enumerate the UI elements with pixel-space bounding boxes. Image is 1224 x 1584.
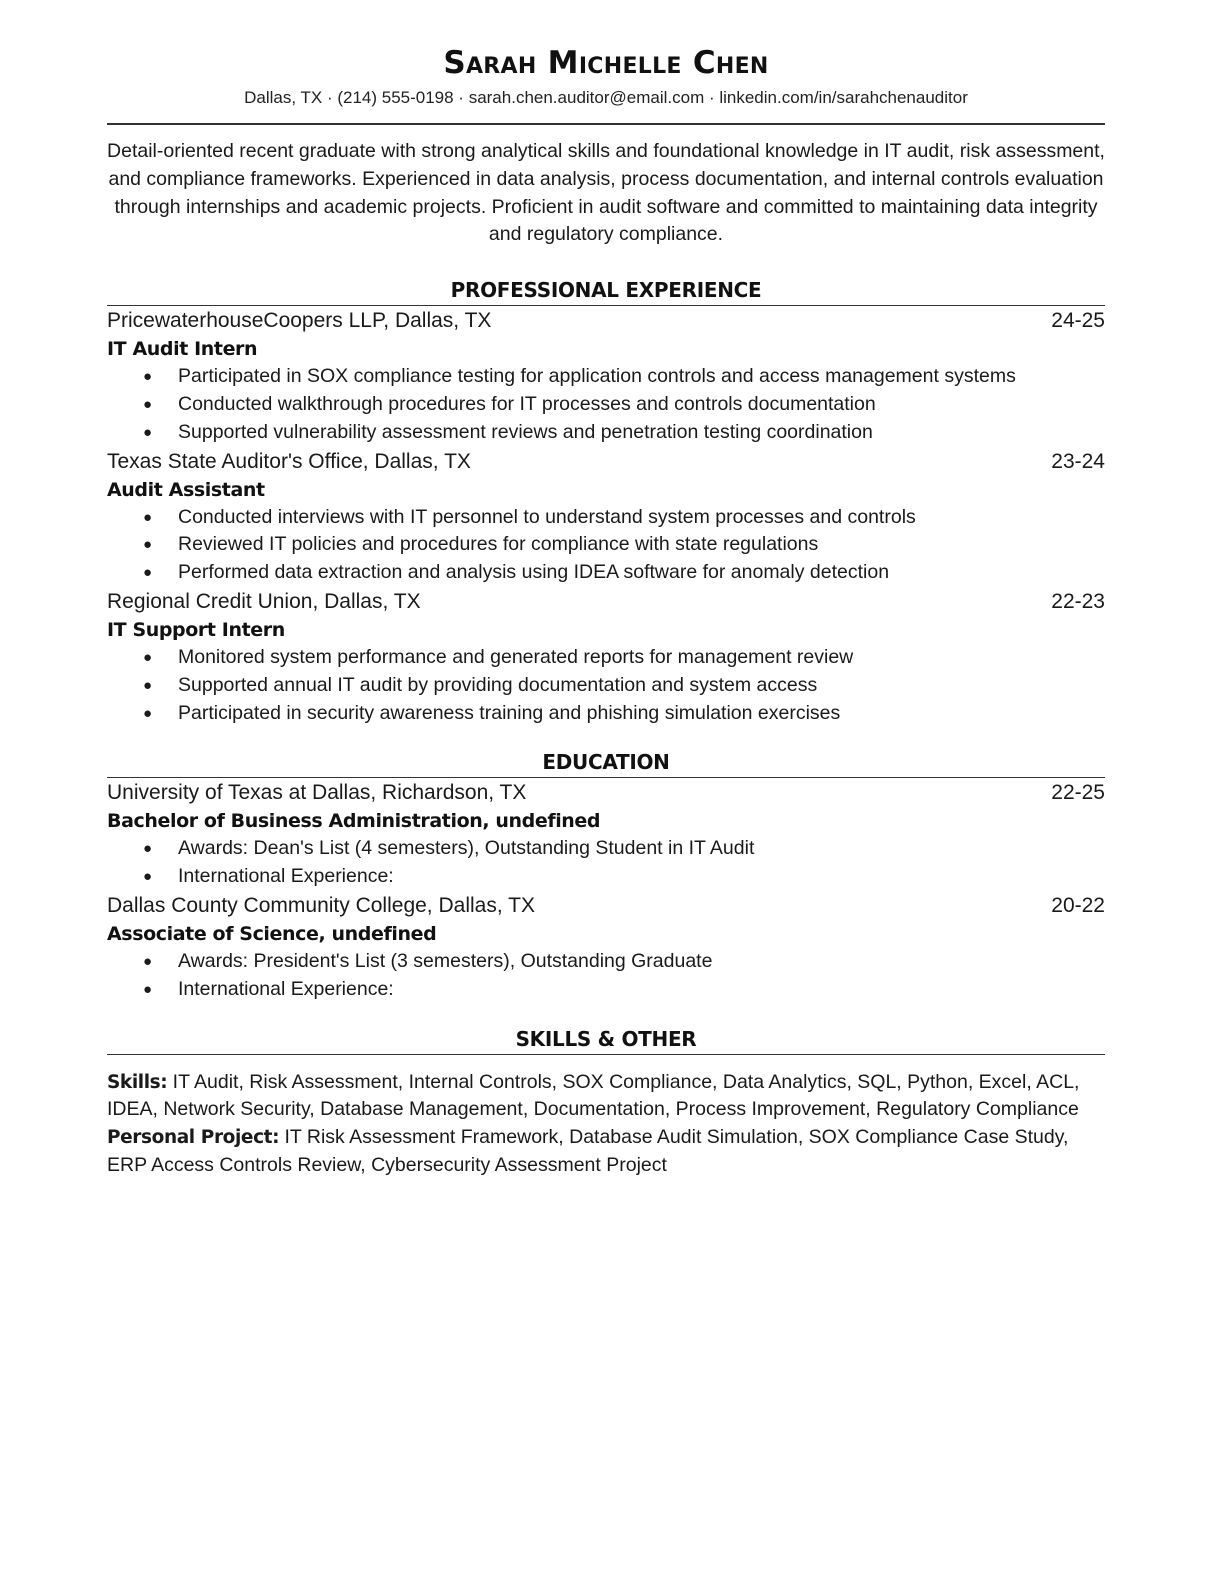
job-entry xyxy=(107,447,1105,587)
section-title-experience: PROFESSIONAL EXPERIENCE xyxy=(450,278,762,303)
edu-entry-header xyxy=(107,778,1105,808)
experience-list xyxy=(107,306,1105,727)
degree: Bachelor of Business Administration, undefined xyxy=(107,810,601,833)
job-entry-header xyxy=(107,306,1105,336)
job-title: Audit Assistant xyxy=(107,478,265,501)
bullet-icon: ● xyxy=(143,648,153,666)
school-name: University of Texas at Dallas, Richardson, TX xyxy=(107,781,527,805)
date-range: 24-25 xyxy=(1051,309,1105,333)
personal-project-text: IT Risk Assessment Framework, Database Audit Simulation, SOX Compliance Case Study, ERP Access Controls Review, Cybersecurity Assessment Project xyxy=(107,1126,1069,1176)
bullet-list xyxy=(107,363,1105,446)
personal-project-label: Personal Project: xyxy=(107,1127,280,1149)
candidate-name: Sarah Michelle Chen xyxy=(443,45,769,81)
edu-entry xyxy=(107,778,1105,891)
bullet-icon: ● xyxy=(143,704,153,722)
bullet-text: Reviewed IT policies and procedures for compliance with state regulations xyxy=(178,533,819,556)
section-divider xyxy=(107,1054,1105,1055)
list-item xyxy=(107,672,1105,700)
list-item xyxy=(107,863,1105,891)
edu-entry xyxy=(107,891,1105,1004)
bullet-text: Conducted walkthrough procedures for IT processes and controls documentation xyxy=(178,392,876,415)
bullet-text: Monitored system performance and generated reports for management review xyxy=(178,645,854,668)
bullet-text: Supported annual IT audit by providing documentation and system access xyxy=(178,673,818,696)
job-title: IT Support Intern xyxy=(107,618,285,641)
bullet-list xyxy=(107,948,1105,1004)
list-item xyxy=(107,531,1105,559)
bullet-icon: ● xyxy=(143,952,153,970)
experience-section xyxy=(107,277,1105,727)
bullet-text: Supported vulnerability assessment reviews and penetration testing coordination xyxy=(178,420,873,443)
education-list xyxy=(107,778,1105,1003)
list-item xyxy=(107,419,1105,447)
employer-name: Texas State Auditor's Office, Dallas, TX xyxy=(107,449,471,473)
bullet-icon: ● xyxy=(143,676,153,694)
employer-name: Regional Credit Union, Dallas, TX xyxy=(107,589,421,613)
bullet-icon: ● xyxy=(143,564,153,582)
bullet-text: Participated in security awareness training and phishing simulation exercises xyxy=(178,701,841,724)
bullet-list xyxy=(107,644,1105,727)
bullet-list xyxy=(107,504,1105,587)
date-range: 23-24 xyxy=(1051,449,1105,473)
list-item xyxy=(107,363,1105,391)
job-entry-header xyxy=(107,447,1105,477)
skills-section xyxy=(107,1026,1105,1180)
list-item xyxy=(107,559,1105,587)
list-item xyxy=(107,700,1105,728)
header-divider xyxy=(107,123,1105,125)
section-title-education: EDUCATION xyxy=(542,750,670,775)
bullet-icon: ● xyxy=(143,868,153,886)
bullet-icon: ● xyxy=(143,395,153,413)
job-entry xyxy=(107,306,1105,446)
skills-label: Skills: xyxy=(107,1071,168,1093)
date-range: 22-23 xyxy=(1051,589,1105,613)
bullet-text: Awards: Dean's List (4 semesters), Outstanding Student in IT Audit xyxy=(178,837,755,860)
list-item xyxy=(107,948,1105,976)
date-range: 22-25 xyxy=(1051,781,1105,805)
school-name: Dallas County Community College, Dallas, TX xyxy=(107,893,535,917)
bullet-icon: ● xyxy=(143,840,153,858)
bullet-icon: ● xyxy=(143,423,153,441)
bullet-icon: ● xyxy=(143,536,153,554)
list-item xyxy=(107,391,1105,419)
employer-name: PricewaterhouseCoopers LLP, Dallas, TX xyxy=(107,309,492,333)
bullet-text: International Experience: xyxy=(178,865,394,888)
skills-line xyxy=(107,1069,1105,1125)
contact-line: Dallas, TX · (214) 555-0198 · sarah.chen.auditor@email.com · linkedin.com/in/sarahchenauditor xyxy=(244,88,968,107)
professional-summary: Detail-oriented recent graduate with strong analytical skills and foundational knowledge in IT audit, risk assessment, and compliance frameworks. Experienced in data analysis, process documentation, and internal controls evaluation through internships and academic projects. Proficient in audit software and committed to maintaining data integrity and regulatory compliance. xyxy=(107,140,1105,246)
bullet-text: Awards: President's List (3 semesters), Outstanding Graduate xyxy=(178,949,713,972)
bullet-text: International Experience: xyxy=(178,977,394,1000)
list-item xyxy=(107,835,1105,863)
bullet-icon: ● xyxy=(143,508,153,526)
job-title: IT Audit Intern xyxy=(107,338,258,361)
bullet-text: Conducted interviews with IT personnel to understand system processes and controls xyxy=(178,505,916,528)
bullet-icon: ● xyxy=(143,368,153,386)
education-section xyxy=(107,749,1105,1003)
job-entry-header xyxy=(107,587,1105,617)
skills-text: IT Audit, Risk Assessment, Internal Controls, SOX Compliance, Data Analytics, SQL, Python, Excel, ACL, IDEA, Network Security, Database Management, Documentation, Process Improvement, Regulatory Compliance xyxy=(107,1070,1080,1121)
bullet-list xyxy=(107,835,1105,891)
bullet-text: Performed data extraction and analysis using IDEA software for anomaly detection xyxy=(178,561,890,584)
list-item xyxy=(107,976,1105,1004)
section-title-skills: SKILLS & OTHER xyxy=(515,1026,697,1051)
job-entry xyxy=(107,587,1105,727)
bullet-icon: ● xyxy=(143,980,153,998)
date-range: 20-22 xyxy=(1051,893,1105,917)
personal-project-line xyxy=(107,1124,1105,1180)
bullet-text: Participated in SOX compliance testing for application controls and access management systems xyxy=(178,365,1016,388)
degree: Associate of Science, undefined xyxy=(107,922,437,945)
list-item xyxy=(107,504,1105,532)
resume-page xyxy=(107,0,1105,1180)
list-item xyxy=(107,644,1105,672)
edu-entry-header xyxy=(107,891,1105,921)
